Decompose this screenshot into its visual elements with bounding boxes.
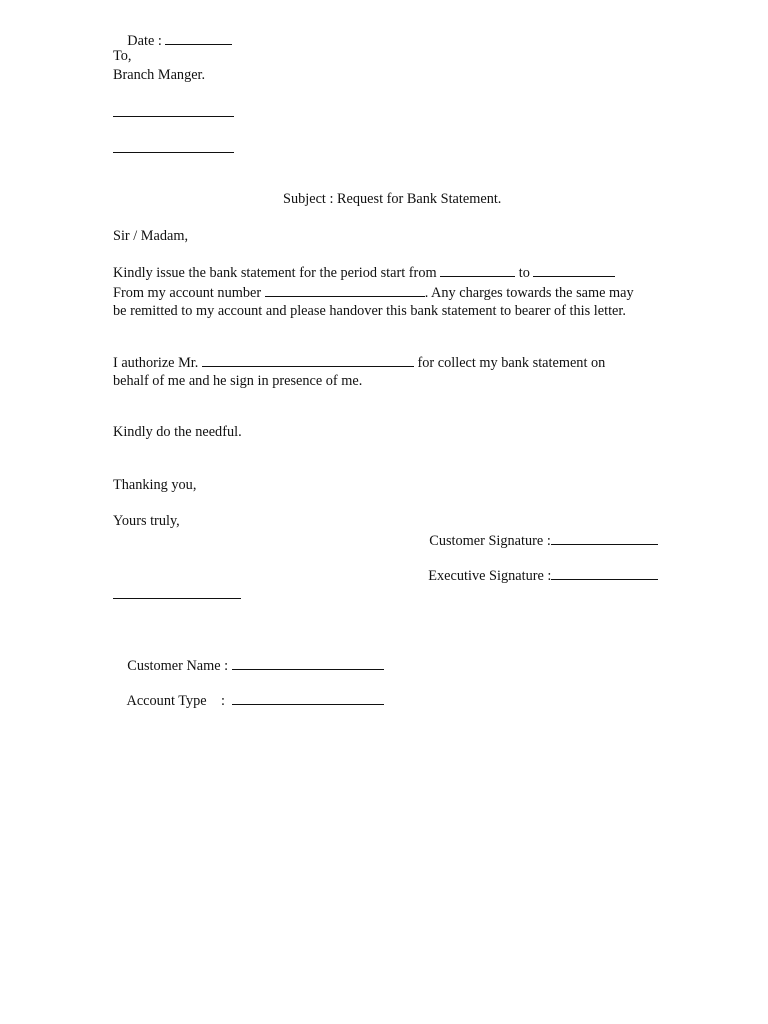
period-to-blank[interactable] (533, 262, 615, 277)
date-label: Date : (127, 33, 166, 49)
request-line-2 (113, 282, 634, 302)
account-number-blank[interactable] (265, 282, 425, 297)
request-text-1a: Kindly issue the bank statement for the period start from (113, 265, 441, 281)
request-line-3: be remitted to my account and please handover this bank statement to bearer of this letter. (113, 303, 626, 319)
bearer-name-blank[interactable] (202, 352, 414, 367)
needful-line: Kindly do the needful. (113, 424, 242, 440)
salutation: Sir / Madam, (113, 228, 189, 244)
request-line-1 (113, 262, 634, 282)
authorization-line-1 (113, 352, 605, 372)
recipient-name: Branch Manger. (113, 67, 206, 83)
executive-signature-line (414, 547, 658, 603)
customer-name-blank[interactable] (232, 655, 384, 670)
account-type-blank[interactable] (232, 690, 384, 705)
request-paragraph (113, 262, 634, 320)
closing-line: Yours truly, (113, 513, 180, 529)
signer-blank[interactable] (113, 598, 241, 599)
authorization-text-1b: for collect my bank statement on (413, 355, 606, 371)
thanks-line: Thanking you, (113, 477, 197, 493)
authorization-line-2: behalf of me and he sign in presence of me. (113, 373, 363, 389)
date-blank[interactable] (165, 30, 232, 45)
to-label: To, (113, 48, 132, 64)
executive-signature-label: Executive Signature : (428, 568, 552, 584)
address-blank-2[interactable] (113, 152, 234, 153)
request-text-1b: to (515, 265, 534, 281)
account-type-line (113, 672, 384, 728)
executive-signature-blank[interactable] (551, 565, 658, 580)
customer-signature-blank[interactable] (551, 530, 658, 545)
subject-line: Subject : Request for Bank Statement. (283, 191, 502, 207)
authorization-paragraph (113, 352, 605, 390)
account-type-label: Account Type : (126, 693, 233, 709)
period-from-blank[interactable] (440, 262, 515, 277)
request-text-2b: . Any charges towards the same may (424, 285, 634, 301)
customer-name-label: Customer Name : (127, 658, 232, 674)
request-text-2a: From my account number (113, 285, 265, 301)
customer-signature-label: Customer Signature : (429, 533, 551, 549)
address-blank-1[interactable] (113, 116, 234, 117)
authorization-text-1a: I authorize Mr. (113, 355, 202, 371)
